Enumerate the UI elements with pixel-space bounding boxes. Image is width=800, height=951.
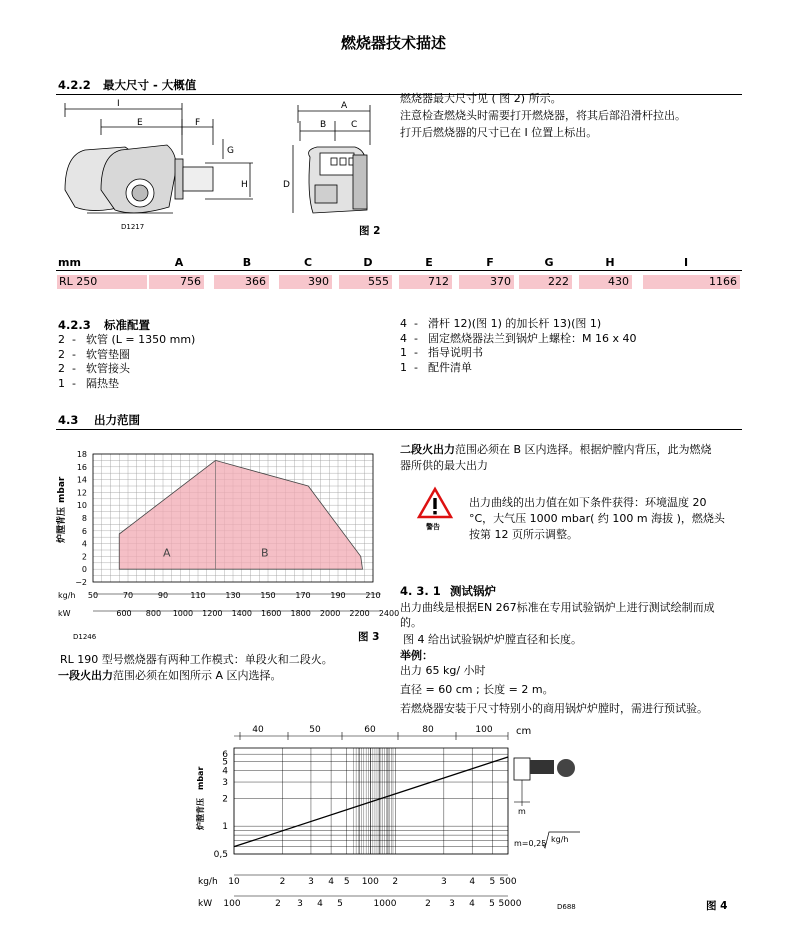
svg-text:G: G <box>227 146 234 156</box>
x-tick-label: 2000 <box>319 609 341 618</box>
table-header: E <box>425 256 433 269</box>
table-cell: 222 <box>519 275 572 289</box>
paragraph: 燃烧器最大尺寸见 ( 图 2) 所示。 <box>400 92 562 105</box>
table-header: A <box>174 256 184 269</box>
table-cell-model: RL 250 <box>57 275 147 289</box>
warning-text: 按第 12 页所示调整。 <box>469 528 578 541</box>
example-line: 直径 = 60 cm ; 长度 = 2 m。 <box>400 683 554 696</box>
x-tick-label: 1400 <box>231 609 252 618</box>
list-item <box>400 345 483 360</box>
output-range-chart <box>56 448 400 653</box>
y-tick-label: 6 <box>81 526 87 536</box>
section-number: 4.3 <box>58 413 79 427</box>
term: 一段火出力 <box>58 669 113 682</box>
kw-tick-label: 4 <box>317 899 323 909</box>
x-axis-unit: kg/h <box>198 877 218 887</box>
warning-label: 警告 <box>426 523 440 531</box>
item-sep: - <box>414 317 418 330</box>
page-title: 燃烧器技术描述 <box>341 34 447 52</box>
section-number: 4.2.2 <box>58 78 91 92</box>
x-tick-label: 1200 <box>202 609 223 618</box>
kgh-tick-label: 3 <box>308 877 314 887</box>
burner-dimension-drawing <box>55 95 395 245</box>
y-tick-label: 2 <box>81 552 87 562</box>
kw-tick-label: 1000 <box>373 899 397 909</box>
section-number: 4. 3. 1 <box>400 584 441 598</box>
x-tick-label: 190 <box>330 591 346 600</box>
item-text: 配件清单 <box>428 360 472 374</box>
boiler-chamber <box>514 758 530 780</box>
paragraph: 图 4 给出试验锅炉炉膛直径和长度。 <box>403 633 582 646</box>
kw-tick-label: 4 <box>469 899 475 909</box>
section-rule <box>56 429 742 430</box>
svg-text:E: E <box>137 118 143 128</box>
table-cell: 430 <box>579 275 632 289</box>
y-axis-label: 炉膛背压 <box>196 798 205 830</box>
y-tick-label: 1 <box>222 822 228 833</box>
item-qty: 2 <box>58 333 65 346</box>
item-qty: 1 <box>58 376 65 390</box>
paragraph: 打开后燃烧器的尺寸已在 I 位置上标出。 <box>400 126 598 139</box>
term-text: 范围必须在如图所示 A 区内选择。 <box>113 669 282 682</box>
x-tick-label: 70 <box>122 591 134 600</box>
list-item <box>58 332 195 347</box>
section-title: 测试锅炉 <box>450 584 496 598</box>
kgh-tick-label: 5 <box>489 877 496 887</box>
paragraph-two-stage <box>400 442 712 457</box>
table-cell: 756 <box>149 275 204 289</box>
burner-head <box>530 760 554 774</box>
x-tick-label: 210 <box>365 591 381 600</box>
x-tick-label: 110 <box>190 591 206 600</box>
example-label: 举例： <box>400 649 433 662</box>
y-axis-label: 炉膛背压 <box>57 506 67 543</box>
kgh-tick-label: 2 <box>279 877 286 887</box>
warning-text: 出力曲线的出力值在如下条件获得：环境温度 20 <box>469 496 707 509</box>
table-cell: 1166 <box>643 275 740 289</box>
y-tick-label: 18 <box>76 450 87 459</box>
figure-4-code: D688 <box>557 903 576 911</box>
paragraph: 注意检查燃烧头时需要打开燃烧器，将其后部沿滑杆拉出。 <box>400 109 686 122</box>
table-rule <box>56 270 742 271</box>
y-axis-unit: mbar <box>196 766 205 790</box>
paragraph: 的。 <box>400 616 422 629</box>
drawing-code: D1217 <box>121 223 145 231</box>
zone-label-a: A <box>163 546 171 560</box>
section-title: 最大尺寸 - 大概值 <box>103 78 197 92</box>
table-cell: 366 <box>214 275 269 289</box>
kgh-tick-label: 2 <box>392 877 399 887</box>
kgh-tick-label: 500 <box>499 877 517 887</box>
table-header: I <box>683 256 689 269</box>
list-item <box>400 316 601 331</box>
table-header: B <box>242 256 252 269</box>
kgh-tick-label: 10 <box>228 877 240 887</box>
x-tick-label: 1800 <box>290 609 311 618</box>
y-tick-label: 14 <box>76 475 87 485</box>
item-qty: 1 <box>400 346 407 359</box>
item-qty: 1 <box>400 360 407 374</box>
x-tick-label: 1000 <box>172 609 194 618</box>
list-item <box>400 331 636 346</box>
cm-label: cm <box>516 726 532 737</box>
item-qty: 4 <box>400 331 407 345</box>
paragraph: 出力曲线是根据EN 267标准在专用试验锅炉上进行测试绘制而成 <box>400 601 715 614</box>
svg-text:C: C <box>351 120 358 130</box>
y-tick-label: 12 <box>76 488 87 498</box>
item-sep: - <box>72 347 76 361</box>
item-sep: - <box>414 360 418 374</box>
svg-text:A: A <box>341 101 348 111</box>
kw-tick-label: 5 <box>489 899 495 909</box>
y-tick-label: 6 <box>222 750 228 761</box>
svg-text:H: H <box>241 180 248 190</box>
y-tick-label: −2 <box>75 578 87 587</box>
item-text: 软管接头 <box>86 362 130 375</box>
y-tick-label: 0,5 <box>213 850 228 860</box>
zone-label-b: B <box>261 546 269 560</box>
figure-2-label: 图 2 <box>359 225 381 237</box>
y-tick-label: 0 <box>81 565 87 575</box>
figure-3-code: D1246 <box>73 633 97 641</box>
y-tick-label: 4 <box>81 539 87 549</box>
top-tick-label: 80 <box>422 725 434 735</box>
warning-text: °C，大气压 1000 mbar( 约 100 m 海拔 )，燃烧头 <box>469 512 725 525</box>
kgh-tick-label: 5 <box>343 877 350 887</box>
formula: m=0,25 <box>514 839 547 848</box>
item-qty: 2 <box>58 362 65 375</box>
item-text: 滑杆 12)(图 1) 的加长杆 13)(图 1) <box>428 317 602 330</box>
warning-icon <box>417 487 453 521</box>
list-item <box>58 376 119 391</box>
top-tick-label: 50 <box>309 725 321 735</box>
paragraph: 若燃烧器安装于尺寸特别小的商用锅炉炉膛时，需进行预试验。 <box>400 702 708 715</box>
y-tick-label: 8 <box>81 514 87 523</box>
top-tick-label: 100 <box>475 725 493 735</box>
burner-body <box>557 759 575 777</box>
top-tick-label: 40 <box>252 725 264 735</box>
svg-text:I: I <box>117 99 120 109</box>
item-sep: - <box>72 362 76 375</box>
figure-3-label: 图 3 <box>358 631 380 643</box>
example-line: 出力 65 kg/ 小时 <box>400 664 486 677</box>
x-tick-label: 150 <box>260 591 276 600</box>
kw-tick-label: 3 <box>449 899 455 909</box>
item-text: 指导说明书 <box>428 346 483 359</box>
item-text: 软管垫圈 <box>86 347 130 361</box>
y-tick-label: 16 <box>76 462 87 472</box>
y-tick-label: 5 <box>222 757 228 768</box>
x-tick-label: 600 <box>116 609 132 618</box>
item-text: 固定燃烧器法兰到锅炉上螺栓：M 16 x 40 <box>428 331 637 345</box>
term: 二段火出力 <box>400 443 455 456</box>
table-header: H <box>605 256 615 269</box>
x-axis-unit: kg/h <box>58 591 76 600</box>
section-title: 出力范围 <box>94 413 140 427</box>
table-cell: 390 <box>279 275 332 289</box>
kgh-tick-label: 3 <box>440 877 447 887</box>
table-cell: 370 <box>459 275 514 289</box>
item-sep: - <box>414 346 418 359</box>
table-cell: 712 <box>399 275 452 289</box>
kw-tick-label: 5 <box>337 899 343 909</box>
paragraph: 器所供的最大出力 <box>400 459 488 472</box>
operating-region <box>119 460 362 569</box>
kw-tick-label: 3 <box>297 899 303 909</box>
kgh-tick-label: 4 <box>328 877 334 887</box>
table-header: D <box>363 256 373 269</box>
x-tick-label: 2200 <box>349 609 370 618</box>
y-axis-unit: mbar <box>57 476 67 503</box>
svg-text:D: D <box>283 180 290 190</box>
section-title: 标准配置 <box>104 318 150 332</box>
svg-text:F: F <box>195 118 201 128</box>
item-qty: 2 <box>58 347 65 361</box>
list-item <box>58 361 130 376</box>
item-sep: - <box>414 331 418 345</box>
y-tick-label: 2 <box>222 794 228 805</box>
item-text: 软管 (L = 1350 mm) <box>86 333 196 346</box>
x-tick-label: 800 <box>145 609 162 618</box>
kw-tick-label: 100 <box>223 899 241 909</box>
x-tick-label: 2400 <box>378 609 400 618</box>
x-tick-label: 170 <box>295 591 311 600</box>
paragraph: RL 190 型号燃烧器有两种工作模式：单段火和二段火。 <box>60 653 333 666</box>
x-tick-label: 130 <box>225 591 241 600</box>
kw-tick-label: 2 <box>275 899 281 909</box>
x-axis-unit: kW <box>58 609 71 618</box>
test-boiler-chart <box>170 718 620 918</box>
table-header: mm <box>58 256 81 269</box>
formula-root: kg/h <box>551 835 569 844</box>
top-tick-label: 60 <box>364 725 376 735</box>
list-item <box>58 347 130 362</box>
x-tick-label: 50 <box>87 591 99 600</box>
kgh-tick-label: 4 <box>469 877 476 887</box>
y-tick-label: 4 <box>222 766 228 777</box>
item-qty: 4 <box>400 317 407 330</box>
plot-frame <box>234 748 508 854</box>
table-header: C <box>303 256 313 269</box>
kw-tick-label: 5000 <box>498 899 522 909</box>
kw-tick-label: 2 <box>425 899 431 909</box>
list-item <box>400 360 472 375</box>
y-tick-label: 3 <box>222 778 228 789</box>
y-tick-label: 10 <box>76 501 87 511</box>
x-axis-unit: kW <box>198 899 213 909</box>
x-tick-label: 90 <box>157 591 169 600</box>
figure-4-label: 图 4 <box>706 900 728 912</box>
paragraph-one-stage <box>58 668 282 683</box>
table-header: F <box>486 256 494 269</box>
m-label: m <box>518 807 526 816</box>
section-number: 4.2.3 <box>58 318 91 332</box>
item-sep: - <box>72 333 76 346</box>
kgh-tick-label: 100 <box>361 877 379 887</box>
item-sep: - <box>72 376 76 390</box>
term-text: 范围必须在 B 区内选择。根据炉膛内背压，此为燃烧 <box>455 443 712 456</box>
table-header: G <box>544 256 554 269</box>
table-cell: 555 <box>339 275 392 289</box>
item-text: 隔热垫 <box>86 376 119 390</box>
svg-text:B: B <box>320 120 327 130</box>
x-tick-label: 1600 <box>261 609 282 618</box>
